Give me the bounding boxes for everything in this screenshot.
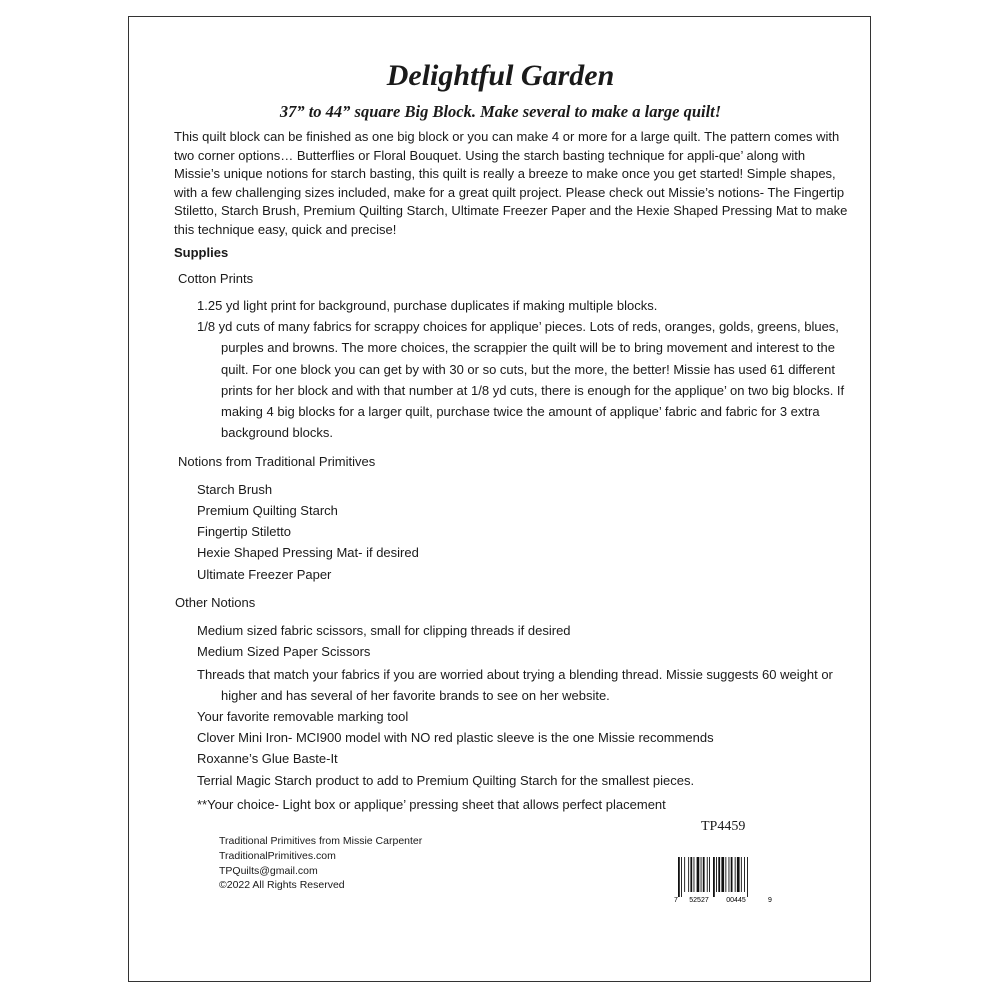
- barcode-bars: [678, 857, 748, 897]
- notion-item: Starch Brush: [197, 482, 273, 497]
- notion-item: Fingertip Stiletto: [197, 524, 291, 539]
- barcode-bar: [709, 857, 710, 892]
- page-title: Delightful Garden: [386, 59, 615, 92]
- barcode-bar: [737, 857, 740, 892]
- barcode-bar: [729, 857, 730, 892]
- other-notion-item: Medium Sized Paper Scissors: [197, 644, 371, 659]
- supplies-heading: Supplies: [174, 245, 229, 260]
- subtitle: 37” to 44” square Big Block. Make several to make a large quilt!: [279, 102, 722, 121]
- barcode-bar: [684, 857, 685, 892]
- other-notions-heading: Other Notions: [175, 595, 256, 610]
- barcode-bar: [735, 857, 736, 892]
- barcode-digit: 52527: [689, 897, 709, 904]
- notion-item: Ultimate Freezer Paper: [197, 567, 332, 582]
- barcode-bar: [731, 857, 733, 892]
- barcode-bar: [688, 857, 689, 892]
- barcode-bar: [725, 857, 726, 892]
- other-notion-item: Clover Mini Iron- MCI900 model with NO red plastic sleeve is the one Missie recommends: [197, 730, 714, 745]
- barcode-bar: [681, 857, 682, 897]
- barcode-bar: [721, 857, 724, 892]
- upc-barcode: [672, 855, 776, 905]
- other-notion-item: **Your choice- Light box or applique’ pressing sheet that allows perfect placement: [197, 797, 666, 812]
- barcode-bar: [678, 857, 680, 897]
- barcode-bar: [697, 857, 700, 892]
- barcode-bar: [718, 857, 720, 892]
- other-notion-item: Terrial Magic Starch product to add to Premium Quilting Starch for the smallest pieces.: [197, 773, 695, 788]
- barcode-bar: [741, 857, 742, 892]
- barcode-digit: 7: [674, 897, 678, 904]
- barcode-bar: [707, 857, 708, 892]
- notion-item: Premium Quilting Starch: [197, 503, 338, 518]
- barcode-bar: [690, 857, 692, 892]
- cotton-print-item: 1/8 yd cuts of many fabrics for scrappy choices for applique’ pieces. Lots of reds, oranges, golds, greens, blues, purples and browns. The more choices, the scrappier the quilt will be to bring movement and interest to the quilt. For one block you can get by with 30 or so cuts, but the more, the better! Missie has used 61 different prints for her block and with that number at 1/8 yd cuts, there is enough for the applique’ on two big blocks. If making 4 big blocks for a larger quilt, purchase twice the amount of applique’ fabric and fabric for 3 extra background blocks.: [197, 319, 845, 441]
- cotton-prints-heading: Cotton Prints: [178, 271, 254, 286]
- barcode-bar: [747, 857, 748, 897]
- other-notion-item: Your favorite removable marking tool: [197, 709, 409, 724]
- barcode-bar: [701, 857, 702, 892]
- other-notion-item: Roxanne’s Glue Baste-It: [197, 751, 338, 766]
- other-notion-item: Medium sized fabric scissors, small for clipping threads if desired: [197, 623, 571, 638]
- intro-paragraph: This quilt block can be finished as one big block or you can make 4 or more for a large quilt. The pattern comes with two corner options… Butterflies or Floral Bouquet. Using the starch basting technique for appli-que’ along with Missie’s unique notions for starch basting, this quilt is really a breeze to make once you get started! Simple shapes, with a few challenging sizes included, make for a great quilt project. Please check out Missie’s notions- The Fingertip Stiletto, Starch Brush, Premium Quilting Starch, Ultimate Freezer Paper and the Hexie Shaped Pressing Mat to make this technique easy, quick and precise!: [174, 129, 848, 237]
- barcode-bar: [703, 857, 705, 892]
- other-notion-item: Threads that match your fabrics if you are worried about trying a blending thread. Missie suggests 60 weight or higher and has several of her favorite brands to see on her website.: [197, 667, 833, 704]
- footer-email: TPQuilts@gmail.com: [219, 865, 318, 877]
- barcode-bar: [716, 857, 717, 892]
- barcode-bar: [744, 857, 745, 892]
- footer-company: Traditional Primitives from Missie Carpenter: [219, 835, 423, 847]
- notions-tp-heading: Notions from Traditional Primitives: [178, 454, 376, 469]
- barcode-digit: 00445: [726, 897, 746, 904]
- footer-copyright: ©2022 All Rights Reserved: [219, 879, 345, 891]
- cotton-print-item: 1.25 yd light print for background, purchase duplicates if making multiple blocks.: [197, 298, 658, 313]
- notion-item: Hexie Shaped Pressing Mat- if desired: [197, 545, 419, 560]
- barcode-bar: [713, 857, 715, 897]
- footer-website: TraditionalPrimitives.com: [219, 850, 336, 862]
- barcode-bar: [694, 857, 695, 892]
- barcode-digit: 9: [768, 897, 772, 904]
- product-code: TP4459: [701, 819, 746, 834]
